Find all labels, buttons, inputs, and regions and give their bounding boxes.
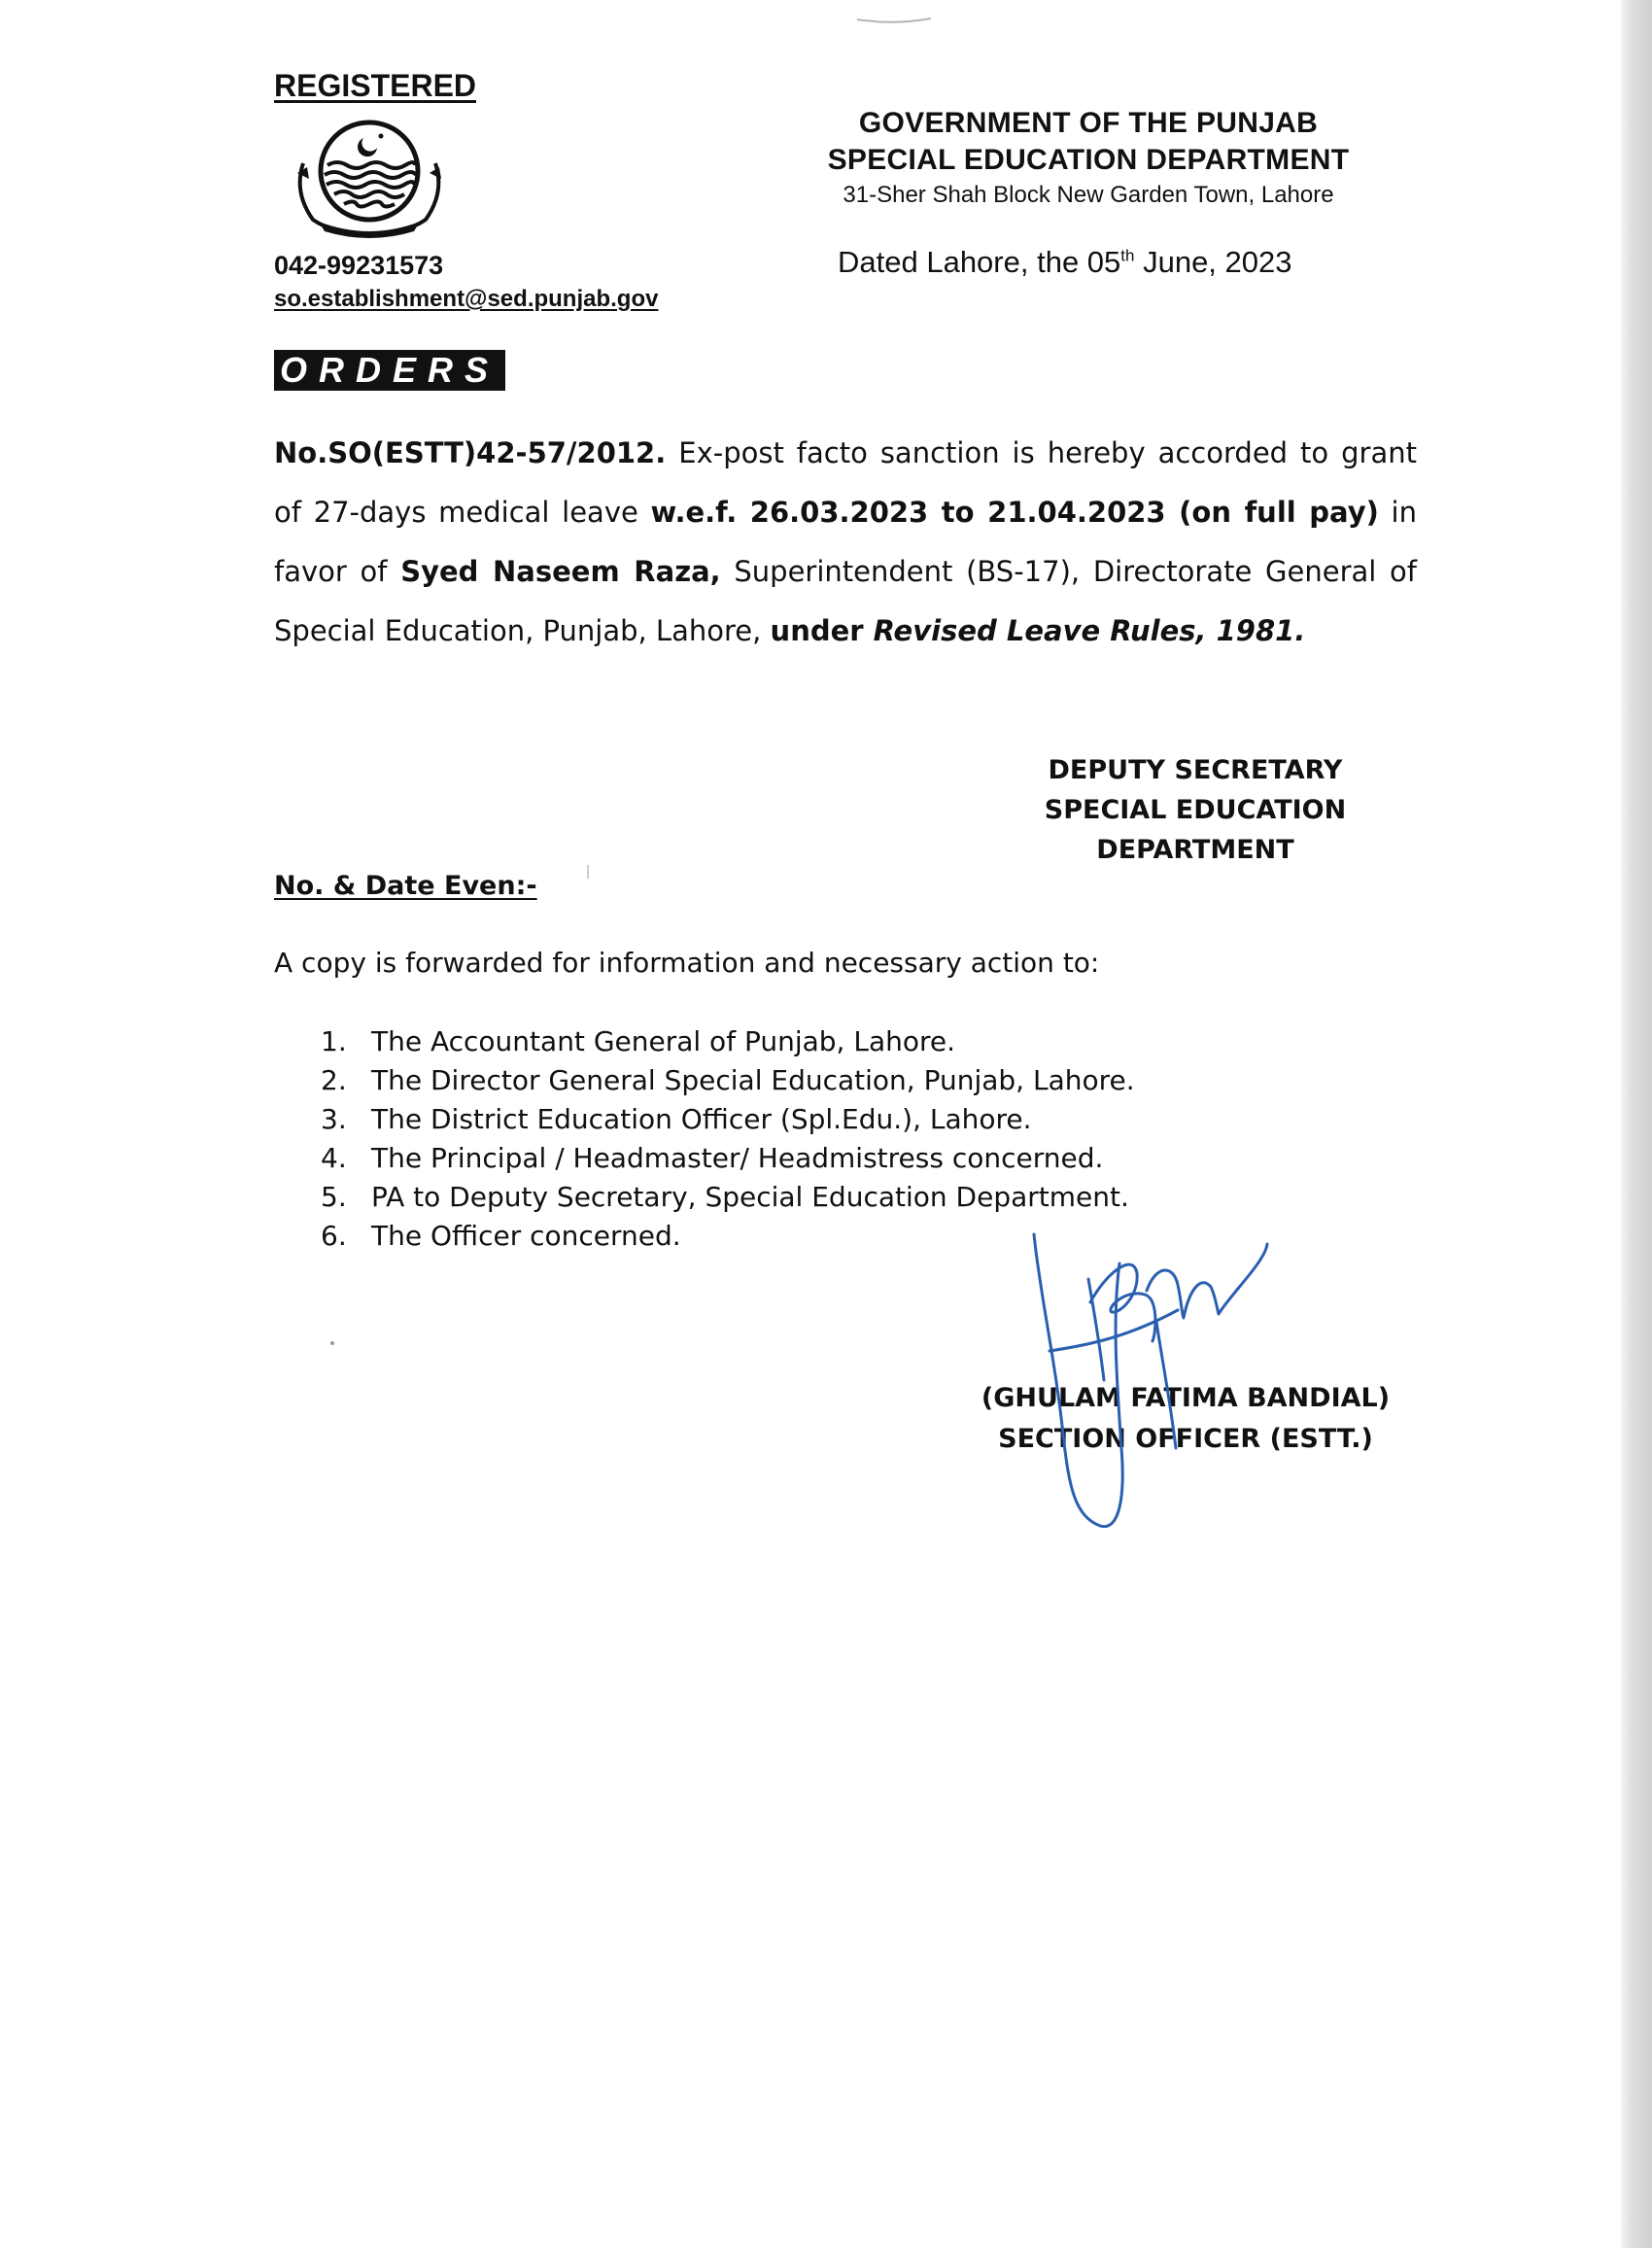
signatory1-line3: DEPARTMENT bbox=[1096, 835, 1294, 865]
date-suffix: th bbox=[1120, 246, 1135, 265]
orders-heading: ORDERS bbox=[274, 350, 505, 391]
list-text: The Accountant General of Punjab, Lahore. bbox=[371, 1025, 956, 1057]
signatory1-line1: DEPUTY SECRETARY bbox=[1048, 755, 1343, 785]
department-address: 31-Sher Shah Block New Garden Town, Lahore bbox=[843, 182, 1334, 208]
government-title: GOVERNMENT OF THE PUNJAB bbox=[858, 107, 1319, 139]
under-label: under bbox=[770, 614, 874, 647]
signatory1-line2: SPECIAL EDUCATION bbox=[1044, 795, 1347, 825]
date-prefix: Dated Lahore, the 05 bbox=[838, 245, 1121, 279]
list-item bbox=[321, 1100, 1135, 1139]
signatory2-name: (GHULAM FATIMA BANDIAL) bbox=[981, 1383, 1391, 1413]
handwritten-signature-icon bbox=[1011, 1205, 1302, 1536]
list-text: The Officer concerned. bbox=[371, 1220, 681, 1252]
email-address[interactable]: so.establishment@sed.punjab.gov bbox=[274, 286, 659, 312]
order-paragraph bbox=[274, 424, 1417, 661]
registered-label: REGISTERED bbox=[274, 68, 477, 103]
order-text-3: Superintendent (BS-17), Directorate General of Special Education, Punjab, Lahore, bbox=[274, 555, 1418, 647]
employee-name: Syed Naseem Raza, bbox=[400, 555, 721, 588]
copy-forwarded-line: A copy is forwarded for information and necessary action to: bbox=[274, 947, 1100, 979]
no-date-even-heading: No. & Date Even:- bbox=[274, 871, 537, 901]
date-rest: June, 2023 bbox=[1134, 245, 1292, 279]
list-text: The Director General Special Education, Punjab, Lahore. bbox=[371, 1064, 1135, 1096]
order-text-2: in favor of bbox=[274, 496, 1417, 588]
letterhead bbox=[787, 105, 1390, 212]
leave-period: w.e.f. 26.03.2023 to 21.04.2023 (on full pay) bbox=[650, 496, 1379, 529]
order-number: No.SO(ESTT)42-57/2012. bbox=[274, 436, 667, 469]
list-text: The District Education Officer (Spl.Edu.), Lahore. bbox=[371, 1103, 1032, 1135]
list-number: 1. bbox=[321, 1025, 347, 1057]
leave-rules: Revised Leave Rules, 1981. bbox=[873, 614, 1306, 647]
deputy-secretary-signature-block bbox=[991, 750, 1399, 870]
list-number: 6. bbox=[321, 1220, 347, 1252]
list-item bbox=[321, 1061, 1135, 1100]
list-item bbox=[321, 1022, 1135, 1061]
list-number: 5. bbox=[321, 1181, 347, 1213]
date-line bbox=[838, 245, 1292, 280]
scan-mark bbox=[855, 14, 933, 23]
signatory2-designation: SECTION OFFICER (ESTT.) bbox=[998, 1424, 1373, 1454]
list-item bbox=[321, 1139, 1135, 1178]
phone-number: 042-99231573 bbox=[274, 251, 444, 280]
department-title: SPECIAL EDUCATION DEPARTMENT bbox=[827, 144, 1350, 176]
scan-artifact bbox=[587, 865, 589, 879]
list-text: PA to Deputy Secretary, Special Education Department. bbox=[371, 1181, 1129, 1213]
list-number: 4. bbox=[321, 1142, 347, 1174]
list-number: 3. bbox=[321, 1103, 347, 1135]
scan-edge-shadow bbox=[1621, 0, 1652, 2248]
list-number: 2. bbox=[321, 1064, 347, 1096]
list-text: The Principal / Headmaster/ Headmistress concerned. bbox=[371, 1142, 1104, 1174]
scan-speck bbox=[330, 1341, 334, 1345]
order-text-1: Ex-post facto sanction is hereby accorded to grant of 27-days medical leave bbox=[274, 436, 1417, 529]
punjab-government-emblem-icon bbox=[284, 115, 455, 243]
